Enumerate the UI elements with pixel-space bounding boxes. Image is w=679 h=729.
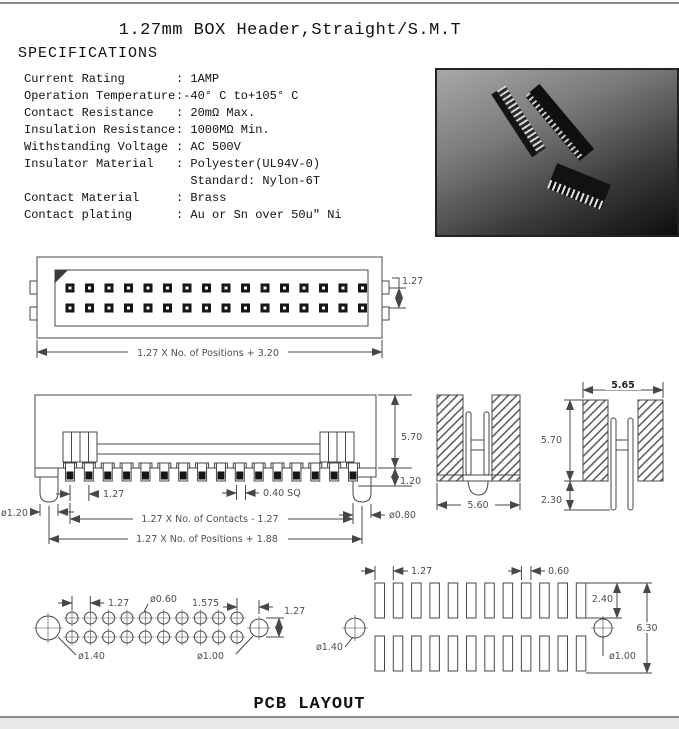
spec-label: Current Rating [24,72,125,86]
dim-side-peg-dia: ø1.20 [1,508,28,519]
specifications-heading: SPECIFICATIONS [18,45,159,62]
dim-top-row-pitch: 1.27 [402,276,424,287]
spec-value: : 1AMP [176,72,220,86]
pcb-layout-caption: PCB LAYOUT [253,695,366,714]
top-view-pins [66,284,368,313]
page-title: 1.27mm BOX Header,Straight/S.M.T [118,21,462,40]
polarity-chamfer [55,270,68,283]
smt-pads [375,583,586,671]
spec-value: : 1000MΩ Min. [176,123,270,137]
dim-pcb-small-hole: ø1.00 [197,651,224,662]
dim-smt-pad-height: 2.40 [591,594,613,605]
spec-value: : AC 500V [176,140,241,154]
pcb-holes [64,610,246,646]
spec-label: Operation Temperature [24,89,176,103]
dim-pcb-big-hole: ø1.40 [78,651,105,662]
cross-section-a [437,395,520,510]
dim-side-pitch: 1.27 [103,489,125,500]
spec-value: Standard: Nylon-6T [176,174,321,188]
dim-section-b-height: 5.70 [540,435,562,446]
dim-section-a-width: 5.60 [467,500,489,511]
dim-section-b-tail: 2.30 [540,495,562,506]
dim-smt-pad-width: 0.60 [548,566,570,577]
locating-peg [40,477,58,502]
dim-pcb-pitch: 1.27 [108,598,130,609]
dim-smt-total-height: 6.30 [636,623,658,634]
dim-side-standoff: 1.20 [400,476,422,487]
dim-side-pin-sq: 0.40 SQ [263,488,301,499]
spec-value: :-40° C to+105° C [176,89,299,103]
dim-side-lead-dia: ø0.80 [389,510,416,521]
dim-top-positions: 1.27 X No. of Positions + 3.20 [137,348,279,359]
dim-smt-small-hole: ø1.00 [609,651,636,662]
spec-label: Insulator Material [24,157,154,171]
spec-value: : Polyester(UL94V-0) [176,157,321,171]
dim-smt-pitch: 1.27 [411,566,433,577]
dim-side-height: 5.70 [401,432,423,443]
dim-smt-big-hole: ø1.40 [316,642,343,653]
spec-label: Contact plating [24,208,133,222]
dim-pcb-hole: ø0.60 [150,594,177,605]
dim-section-b-width: 5.65 [611,380,635,391]
pcb-layout-smt [342,566,652,673]
spec-label: Contact Resistance [24,106,154,120]
dim-side-positions: 1.27 X No. of Positions + 1.88 [136,534,278,545]
spec-label: Insulation Resistance [24,123,176,137]
spec-value: : Brass [176,191,227,205]
cross-section-b [564,382,663,510]
dim-pcb-end: 1.575 [192,598,220,609]
spec-value: : 20mΩ Max. [176,106,256,120]
bottom-strip [0,718,679,729]
side-view-contacts [64,463,360,481]
dim-pcb-row: 1.27 [284,606,306,617]
spec-label: Contact Material [24,191,140,205]
spec-label: Withstanding Voltage [24,140,169,154]
spec-value: : Au or Sn over 50u" Ni [176,208,342,222]
dim-side-contacts: 1.27 X No. of Contacts - 1.27 [141,514,279,525]
